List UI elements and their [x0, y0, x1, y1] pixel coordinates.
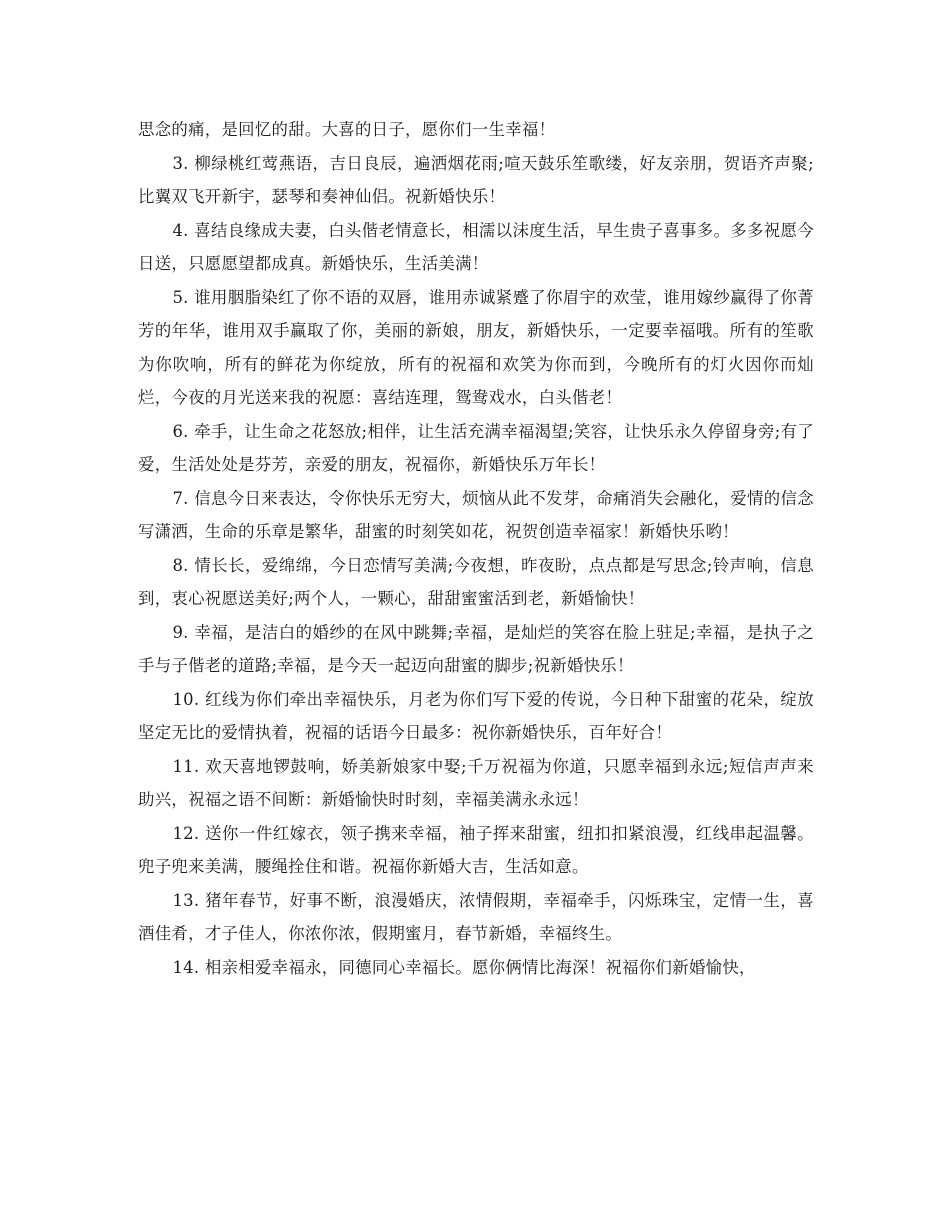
paragraph-item-7: 7. 信息今日来表达，令你快乐无穷大，烦恼从此不发芽，命痛消失会融化，爱情的信念写潇洒，生命的乐章是繁华，甜蜜的时刻笑如花，祝贺创造幸福家！新婚快乐哟！	[138, 488, 814, 541]
document-body	[138, 113, 814, 984]
paragraph-item-14: 14. 相亲相爱幸福永，同德同心幸福长。愿你俩情比海深！祝福你们新婚愉快，	[172, 957, 756, 977]
paragraph-item-4: 4. 喜结良缘成夫妻，白头偕老情意长，相濡以沫度生活，早生贵子喜事多。多多祝愿今日送，只愿愿望都成真。新婚快乐，生活美满！	[138, 220, 814, 273]
paragraph-item-9: 9. 幸福，是洁白的婚纱的在风中跳舞;幸福，是灿烂的笑容在脸上驻足;幸福，是执子之手与子偕老的道路;幸福，是今天一起迈向甜蜜的脚步;祝新婚快乐！	[138, 622, 814, 675]
paragraph-item-11: 11. 欢天喜地锣鼓响，娇美新娘家中娶;千万祝福为你道，只愿幸福到永远;短信声声来助兴，祝福之语不间断：新婚愉快时时刻，幸福美满永永远！	[138, 756, 814, 809]
paragraph-item-5: 5. 谁用胭脂染红了你不语的双唇，谁用赤诚紧蹙了你眉宇的欢莹，谁用嫁纱赢得了你菁芳的年华，谁用双手赢取了你，美丽的新娘，朋友，新婚快乐，一定要幸福哦。所有的笙歌为你吹响，所有的鲜花为你绽放，所有的祝福和欢笑为你而到，今晚所有的灯火因你而灿烂，今夜的月光送来我的祝愿：喜结连理，鸳鸯戏水，白头偕老！	[138, 287, 814, 407]
paragraph-item-10: 10. 红线为你们牵出幸福快乐，月老为你们写下爱的传说，今日种下甜蜜的花朵，绽放坚定无比的爱情执着，祝福的话语今日最多：祝你新婚快乐，百年好合！	[138, 689, 814, 742]
paragraph-item-13: 13. 猪年春节，好事不断，浪漫婚庆，浓情假期，幸福牵手，闪烁珠宝，定情一生，喜酒佳肴，才子佳人，你浓你浓，假期蜜月，春节新婚，幸福终生。	[138, 890, 814, 943]
paragraph-continuation: 思念的痛，是回忆的甜。大喜的日子，愿你们一生幸福！	[138, 120, 556, 139]
paragraph-item-3: 3. 柳绿桃红莺燕语，吉日良辰，遍洒烟花雨;喧天鼓乐笙歌缕，好友亲朋，贺语齐声聚;比翼双飞开新宇，瑟琴和奏神仙侣。祝新婚快乐！	[138, 153, 814, 206]
paragraph-item-6: 6. 牵手，让生命之花怒放;相伴，让生活充满幸福渴望;笑容，让快乐永久停留身旁;有了爱，生活处处是芬芳，亲爱的朋友，祝福你，新婚快乐万年长！	[138, 421, 814, 474]
paragraph-item-12: 12. 送你一件红嫁衣，领子携来幸福，袖子挥来甜蜜，纽扣扣紧浪漫，红线串起温馨。兜子兜来美满，腰绳拴住和谐。祝福你新婚大吉，生活如意。	[138, 823, 814, 876]
paragraph-item-8: 8. 情长长，爱绵绵，今日恋情写美满;今夜想，昨夜盼，点点都是写思念;铃声响，信息到，衷心祝愿送美好;两个人，一颗心，甜甜蜜蜜活到老，新婚愉快！	[138, 555, 814, 608]
